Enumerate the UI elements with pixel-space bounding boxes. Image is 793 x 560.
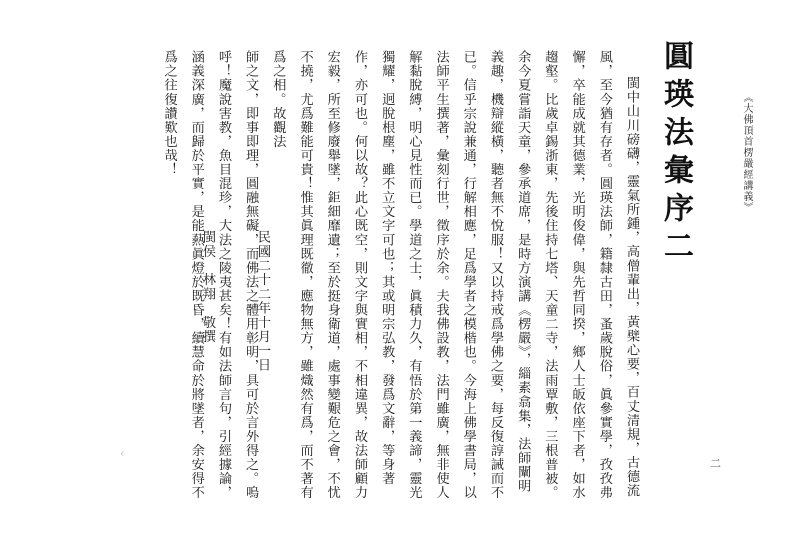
page-number: 二: [710, 457, 723, 470]
preface-paragraph-1: 閩中山川磅礴，靈氣所鍾，高僧輩出，黃檗心要，百丈清規，古德流風，至今猶有存者。圓瑛法師，籍隸古田，蚤歲脫俗，眞參實學，孜孜弗懈，卒能成就其德業，光明俊偉，與先哲同揆，鄉人士皈依座下者，如水趨壑。比歲卓錫浙東，先後住持七塔、天童二寺，法雨覃敷，三根普被。余今夏嘗詣天童，參承道席，是時方演講《楞嚴》，緇素翕集，法師闡明義趣，機辯縱橫，聽者無不悅服！又以持戒爲學佛之要，每反復諄誡而不已。信乎宗說兼通，行解相應，足爲學者之模楷也。今海上佛學書局，以法師平生撰著，彙刻行世，徵序於余。夫我佛設教，法門雖廣，無非使人解黏脫縛，明心見性而已。學道之士，眞積力久，有悟於第一義諦，靈光獨耀，迥脫根塵，雖不立文字可也；其或明宗弘教，發爲文辭，等身著作，亦可也。何以故？此心既空，則文字與實相，不相違異，故法師顧力宏毅，所至修廢舉墜，鉅細靡遺；至於挺身衛道，處事變艱危之會，不忧不撓，尤爲難能可貴！惟其眞理既徹，應物無方，雖熾然有爲，而不著有爲之相。故觀法: [270, 50, 639, 500]
author-line: 閩侯 林翔 敬撰: [200, 230, 215, 344]
scan-speck-mark: ‹: [120, 447, 125, 460]
preface-paragraph-2: 師之文，即事即理，圓融無礙，而佛法之體用彰明，具可於言外得之。嗚呼！魔說害教，魚目混珍，大法之陵夷甚矣！有如法師言句，引經據論，涵義深廣，而歸於平實，是能爇眞燈於既昏，續慧命於將墜者，余安得不爲之往復讚歎也哉！: [161, 50, 259, 500]
signature-block: [193, 230, 276, 372]
page-title: 圓瑛法彙序二: [658, 40, 693, 268]
running-header: 《大佛頂首楞嚴經講義》: [741, 92, 752, 213]
date-line: 民國二十二年十月一日: [255, 230, 270, 372]
